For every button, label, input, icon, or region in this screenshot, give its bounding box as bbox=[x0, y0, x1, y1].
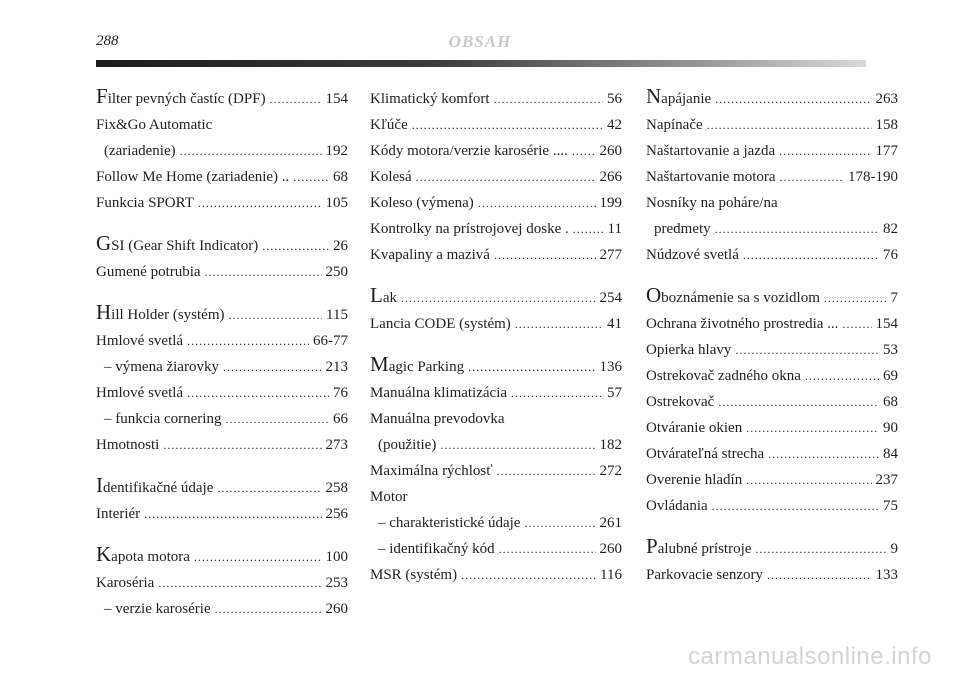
index-entry bbox=[96, 432, 348, 458]
index-entry bbox=[370, 458, 622, 484]
entry-title: – funkcia cornering bbox=[104, 411, 222, 427]
dot-leader bbox=[805, 363, 879, 389]
index-entry bbox=[96, 259, 348, 285]
page-reference: 26 bbox=[333, 238, 348, 254]
entry-title: Ovládania bbox=[646, 498, 708, 514]
entry-title: ilter pevných častíc (DPF) bbox=[107, 91, 266, 107]
page-reference: 68 bbox=[883, 394, 898, 410]
letter-initial: F bbox=[96, 84, 108, 108]
dot-leader bbox=[735, 337, 879, 363]
page-reference: 158 bbox=[875, 117, 898, 133]
page-reference: 237 bbox=[875, 472, 898, 488]
index-entry bbox=[370, 216, 622, 242]
entry-title: apota motora bbox=[111, 549, 190, 565]
index-entry bbox=[96, 233, 348, 259]
page-reference: 154 bbox=[875, 316, 898, 332]
dot-leader bbox=[468, 354, 595, 380]
page-reference: 9 bbox=[890, 541, 898, 557]
index-entry bbox=[370, 190, 622, 216]
entry-title: Núdzové svetlá bbox=[646, 247, 739, 263]
entry-title: MSR (systém) bbox=[370, 567, 458, 583]
entry-title: Manuálna klimatizácia bbox=[370, 385, 508, 401]
index-entry bbox=[646, 441, 898, 467]
index-entry bbox=[646, 311, 898, 337]
dot-leader bbox=[497, 458, 596, 484]
letter-initial: L bbox=[370, 283, 383, 307]
index-entry bbox=[646, 337, 898, 363]
index-entry bbox=[96, 475, 348, 501]
index-entry bbox=[370, 484, 622, 510]
index-entry bbox=[370, 285, 622, 311]
entry-title: Funkcia SPORT bbox=[96, 195, 194, 211]
dot-leader bbox=[515, 311, 603, 337]
index-entry bbox=[96, 190, 348, 216]
entry-title: Hmlové svetlá bbox=[96, 333, 184, 349]
page-reference: 263 bbox=[875, 91, 898, 107]
page-reference: 69 bbox=[883, 368, 898, 384]
entry-title: Naštartovanie motora bbox=[646, 169, 776, 185]
entry-continuation: (použitie) bbox=[378, 437, 437, 453]
page-reference: 250 bbox=[325, 264, 348, 280]
index-entry bbox=[646, 285, 898, 311]
page-reference: 199 bbox=[599, 195, 622, 211]
index-entry bbox=[646, 389, 898, 415]
entry-title: Follow Me Home (zariadenie) .. bbox=[96, 169, 290, 185]
index-entry bbox=[96, 501, 348, 527]
page-reference: 133 bbox=[875, 567, 898, 583]
letter-initial: N bbox=[646, 84, 662, 108]
entry-title: Overenie hladín bbox=[646, 472, 743, 488]
letter-initial: M bbox=[370, 352, 389, 376]
entry-title: Kľúče bbox=[370, 117, 408, 133]
page-reference: 136 bbox=[599, 359, 622, 375]
dot-leader bbox=[270, 86, 322, 112]
dot-leader bbox=[158, 570, 321, 596]
dot-leader bbox=[768, 441, 879, 467]
dot-leader bbox=[229, 302, 323, 328]
entry-title-group bbox=[646, 285, 820, 311]
entry-title: Karoséria bbox=[96, 575, 155, 591]
dot-leader bbox=[293, 164, 329, 190]
entry-title: Gumené potrubia bbox=[96, 264, 201, 280]
entry-title: Motor bbox=[370, 489, 408, 505]
dot-leader bbox=[767, 562, 871, 588]
page-reference: 192 bbox=[325, 143, 348, 159]
dot-leader bbox=[707, 112, 872, 138]
index-entry bbox=[96, 354, 348, 380]
index-entry bbox=[370, 406, 622, 458]
index-entry bbox=[646, 363, 898, 389]
dot-leader bbox=[187, 328, 309, 354]
entry-title-group bbox=[96, 86, 266, 112]
entry-title: – identifikačný kód bbox=[378, 541, 495, 557]
index-entry bbox=[370, 354, 622, 380]
page-reference: 84 bbox=[883, 446, 898, 462]
entry-title: agic Parking bbox=[388, 359, 465, 375]
dot-leader bbox=[780, 164, 844, 190]
index-entry bbox=[646, 415, 898, 441]
index-entry bbox=[370, 164, 622, 190]
entry-title: Interiér bbox=[96, 506, 141, 522]
entry-title: Parkovacie senzory bbox=[646, 567, 764, 583]
entry-title-group bbox=[96, 544, 190, 570]
index-entry bbox=[370, 380, 622, 406]
entry-title: Hmotnosti bbox=[96, 437, 160, 453]
dot-leader bbox=[572, 138, 596, 164]
entry-title-group bbox=[96, 233, 258, 259]
index-entry bbox=[370, 510, 622, 536]
page-reference: 256 bbox=[325, 506, 348, 522]
index-entry bbox=[646, 190, 898, 242]
page-reference: 253 bbox=[325, 575, 348, 591]
page-reference: 258 bbox=[325, 480, 348, 496]
dot-leader bbox=[187, 380, 329, 406]
index-entry bbox=[96, 328, 348, 354]
page-reference: 56 bbox=[607, 91, 622, 107]
index-entry bbox=[646, 562, 898, 588]
page-reference: 11 bbox=[607, 221, 622, 237]
index-entry bbox=[96, 380, 348, 406]
dot-leader bbox=[412, 112, 603, 138]
dot-leader bbox=[478, 190, 596, 216]
page-reference: 178-190 bbox=[848, 169, 898, 185]
entry-title: Koleso (výmena) bbox=[370, 195, 474, 211]
page-reference: 53 bbox=[883, 342, 898, 358]
dot-leader bbox=[163, 432, 321, 458]
index-entry bbox=[646, 112, 898, 138]
entry-title: dentifikačné údaje bbox=[103, 480, 214, 496]
page-reference: 116 bbox=[600, 567, 622, 583]
entry-continuation: predmety bbox=[654, 221, 711, 237]
page-reference: 76 bbox=[883, 247, 898, 263]
page-reference: 7 bbox=[890, 290, 898, 306]
page-reference: 177 bbox=[875, 143, 898, 159]
dot-leader bbox=[718, 389, 879, 415]
page-reference: 66-77 bbox=[313, 333, 348, 349]
page-reference: 41 bbox=[607, 316, 622, 332]
dot-leader bbox=[215, 596, 322, 622]
page-reference: 90 bbox=[883, 420, 898, 436]
index-entry bbox=[370, 242, 622, 268]
dot-leader bbox=[223, 354, 322, 380]
letter-initial: H bbox=[96, 300, 112, 324]
page-reference: 66 bbox=[333, 411, 348, 427]
index-entry bbox=[646, 138, 898, 164]
dot-leader bbox=[715, 216, 879, 242]
index-entry bbox=[646, 164, 898, 190]
page-reference: 100 bbox=[325, 549, 348, 565]
dot-leader bbox=[461, 562, 596, 588]
entry-title: Kolesá bbox=[370, 169, 412, 185]
index-entry bbox=[370, 86, 622, 112]
page-reference: 57 bbox=[607, 385, 622, 401]
index-entry bbox=[370, 112, 622, 138]
entry-title: Klimatický komfort bbox=[370, 91, 490, 107]
entry-title: Manuálna prevodovka bbox=[370, 411, 505, 427]
entry-title: SI (Gear Shift Indicator) bbox=[111, 238, 259, 254]
page-reference: 68 bbox=[333, 169, 348, 185]
entry-title: Kvapaliny a mazivá bbox=[370, 247, 490, 263]
index-entry bbox=[646, 467, 898, 493]
dot-leader bbox=[225, 406, 329, 432]
entry-title: apájanie bbox=[661, 91, 712, 107]
index-entry bbox=[646, 536, 898, 562]
dot-leader bbox=[746, 415, 879, 441]
dot-leader bbox=[499, 536, 596, 562]
entry-title-group bbox=[370, 354, 464, 380]
entry-title-group bbox=[646, 86, 711, 112]
entry-title: Fix&Go Automatic bbox=[96, 117, 213, 133]
section-title: OBSAH bbox=[448, 32, 512, 51]
entry-title: Napínače bbox=[646, 117, 703, 133]
page-reference: 213 bbox=[325, 359, 348, 375]
letter-initial: O bbox=[646, 283, 662, 307]
index-column-3 bbox=[646, 86, 898, 588]
dot-leader bbox=[494, 242, 596, 268]
entry-title: Ostrekovač zadného okna bbox=[646, 368, 801, 384]
dot-leader bbox=[262, 233, 329, 259]
dot-leader bbox=[824, 285, 887, 311]
entry-title: Otvárateľná strecha bbox=[646, 446, 765, 462]
entry-title: Lancia CODE (systém) bbox=[370, 316, 511, 332]
entry-continuation: (zariadenie) bbox=[104, 143, 176, 159]
entry-title: Ostrekovač bbox=[646, 394, 715, 410]
page-reference: 254 bbox=[599, 290, 622, 306]
entry-title: Nosníky na poháre/na bbox=[646, 195, 778, 211]
dot-leader bbox=[511, 380, 603, 406]
dot-leader bbox=[743, 242, 879, 268]
entry-title: Otváranie okien bbox=[646, 420, 743, 436]
entry-title: – verzie karosérie bbox=[104, 601, 211, 617]
page-reference: 182 bbox=[599, 437, 622, 453]
index-column-1 bbox=[96, 86, 348, 622]
entry-title: ill Holder (systém) bbox=[111, 307, 225, 323]
dot-leader bbox=[712, 493, 879, 519]
index-entry bbox=[96, 302, 348, 328]
entry-title: Kódy motora/verzie karosérie .... bbox=[370, 143, 568, 159]
page-reference: 154 bbox=[325, 91, 348, 107]
dot-leader bbox=[144, 501, 321, 527]
page-reference: 266 bbox=[599, 169, 622, 185]
page-reference: 260 bbox=[599, 541, 622, 557]
page-number: 288 bbox=[96, 33, 119, 49]
entry-title: ak bbox=[382, 290, 397, 306]
index-entry bbox=[96, 112, 348, 164]
index-column-2 bbox=[370, 86, 622, 588]
dot-leader bbox=[205, 259, 322, 285]
dot-leader bbox=[198, 190, 322, 216]
letter-initial: I bbox=[96, 473, 103, 497]
entry-title: Maximálna rýchlosť bbox=[370, 463, 493, 479]
index-entry bbox=[370, 311, 622, 337]
entry-title-group bbox=[646, 536, 751, 562]
entry-title: alubné prístroje bbox=[657, 541, 752, 557]
page-reference: 82 bbox=[883, 221, 898, 237]
letter-initial: P bbox=[646, 534, 658, 558]
watermark: carmanualsonline.info bbox=[688, 643, 932, 670]
dot-leader bbox=[180, 138, 322, 164]
dot-leader bbox=[217, 475, 321, 501]
dot-leader bbox=[440, 432, 595, 458]
index-entry bbox=[646, 242, 898, 268]
page-reference: 272 bbox=[599, 463, 622, 479]
index-entry bbox=[370, 138, 622, 164]
entry-title-group bbox=[96, 475, 213, 501]
entry-title: – výmena žiarovky bbox=[104, 359, 219, 375]
page-reference: 75 bbox=[883, 498, 898, 514]
page-reference: 273 bbox=[325, 437, 348, 453]
letter-initial: K bbox=[96, 542, 112, 566]
index-entry bbox=[646, 86, 898, 112]
dot-leader bbox=[746, 467, 871, 493]
entry-title-group bbox=[96, 302, 225, 328]
entry-title: – charakteristické údaje bbox=[378, 515, 521, 531]
letter-initial: G bbox=[96, 231, 112, 255]
page-reference: 105 bbox=[325, 195, 348, 211]
index-entry bbox=[370, 562, 622, 588]
page-reference: 115 bbox=[326, 307, 348, 323]
dot-leader bbox=[715, 86, 871, 112]
index-entry bbox=[96, 544, 348, 570]
dot-leader bbox=[755, 536, 886, 562]
entry-title: boznámenie sa s vozidlom bbox=[661, 290, 820, 306]
entry-title: Ochrana životného prostredia ... bbox=[646, 316, 839, 332]
index-entry bbox=[96, 86, 348, 112]
index-entry bbox=[96, 596, 348, 622]
dot-leader bbox=[573, 216, 604, 242]
page-reference: 42 bbox=[607, 117, 622, 133]
dot-leader bbox=[842, 311, 871, 337]
page-reference: 76 bbox=[333, 385, 348, 401]
index-entry bbox=[370, 536, 622, 562]
entry-title: Kontrolky na prístrojovej doske . bbox=[370, 221, 569, 237]
index-entry bbox=[96, 164, 348, 190]
index-entry bbox=[96, 406, 348, 432]
entry-title: Opierka hlavy bbox=[646, 342, 732, 358]
page-reference: 260 bbox=[599, 143, 622, 159]
dot-leader bbox=[194, 544, 322, 570]
index-entry bbox=[96, 570, 348, 596]
header-rule bbox=[96, 60, 866, 67]
dot-leader bbox=[494, 86, 603, 112]
dot-leader bbox=[401, 285, 596, 311]
page-reference: 277 bbox=[599, 247, 622, 263]
dot-leader bbox=[416, 164, 596, 190]
page-reference: 260 bbox=[325, 601, 348, 617]
dot-leader bbox=[779, 138, 871, 164]
page-reference: 261 bbox=[599, 515, 622, 531]
entry-title-group bbox=[370, 285, 397, 311]
entry-title: Naštartovanie a jazda bbox=[646, 143, 776, 159]
dot-leader bbox=[524, 510, 595, 536]
index-entry bbox=[646, 493, 898, 519]
entry-title: Hmlové svetlá bbox=[96, 385, 184, 401]
